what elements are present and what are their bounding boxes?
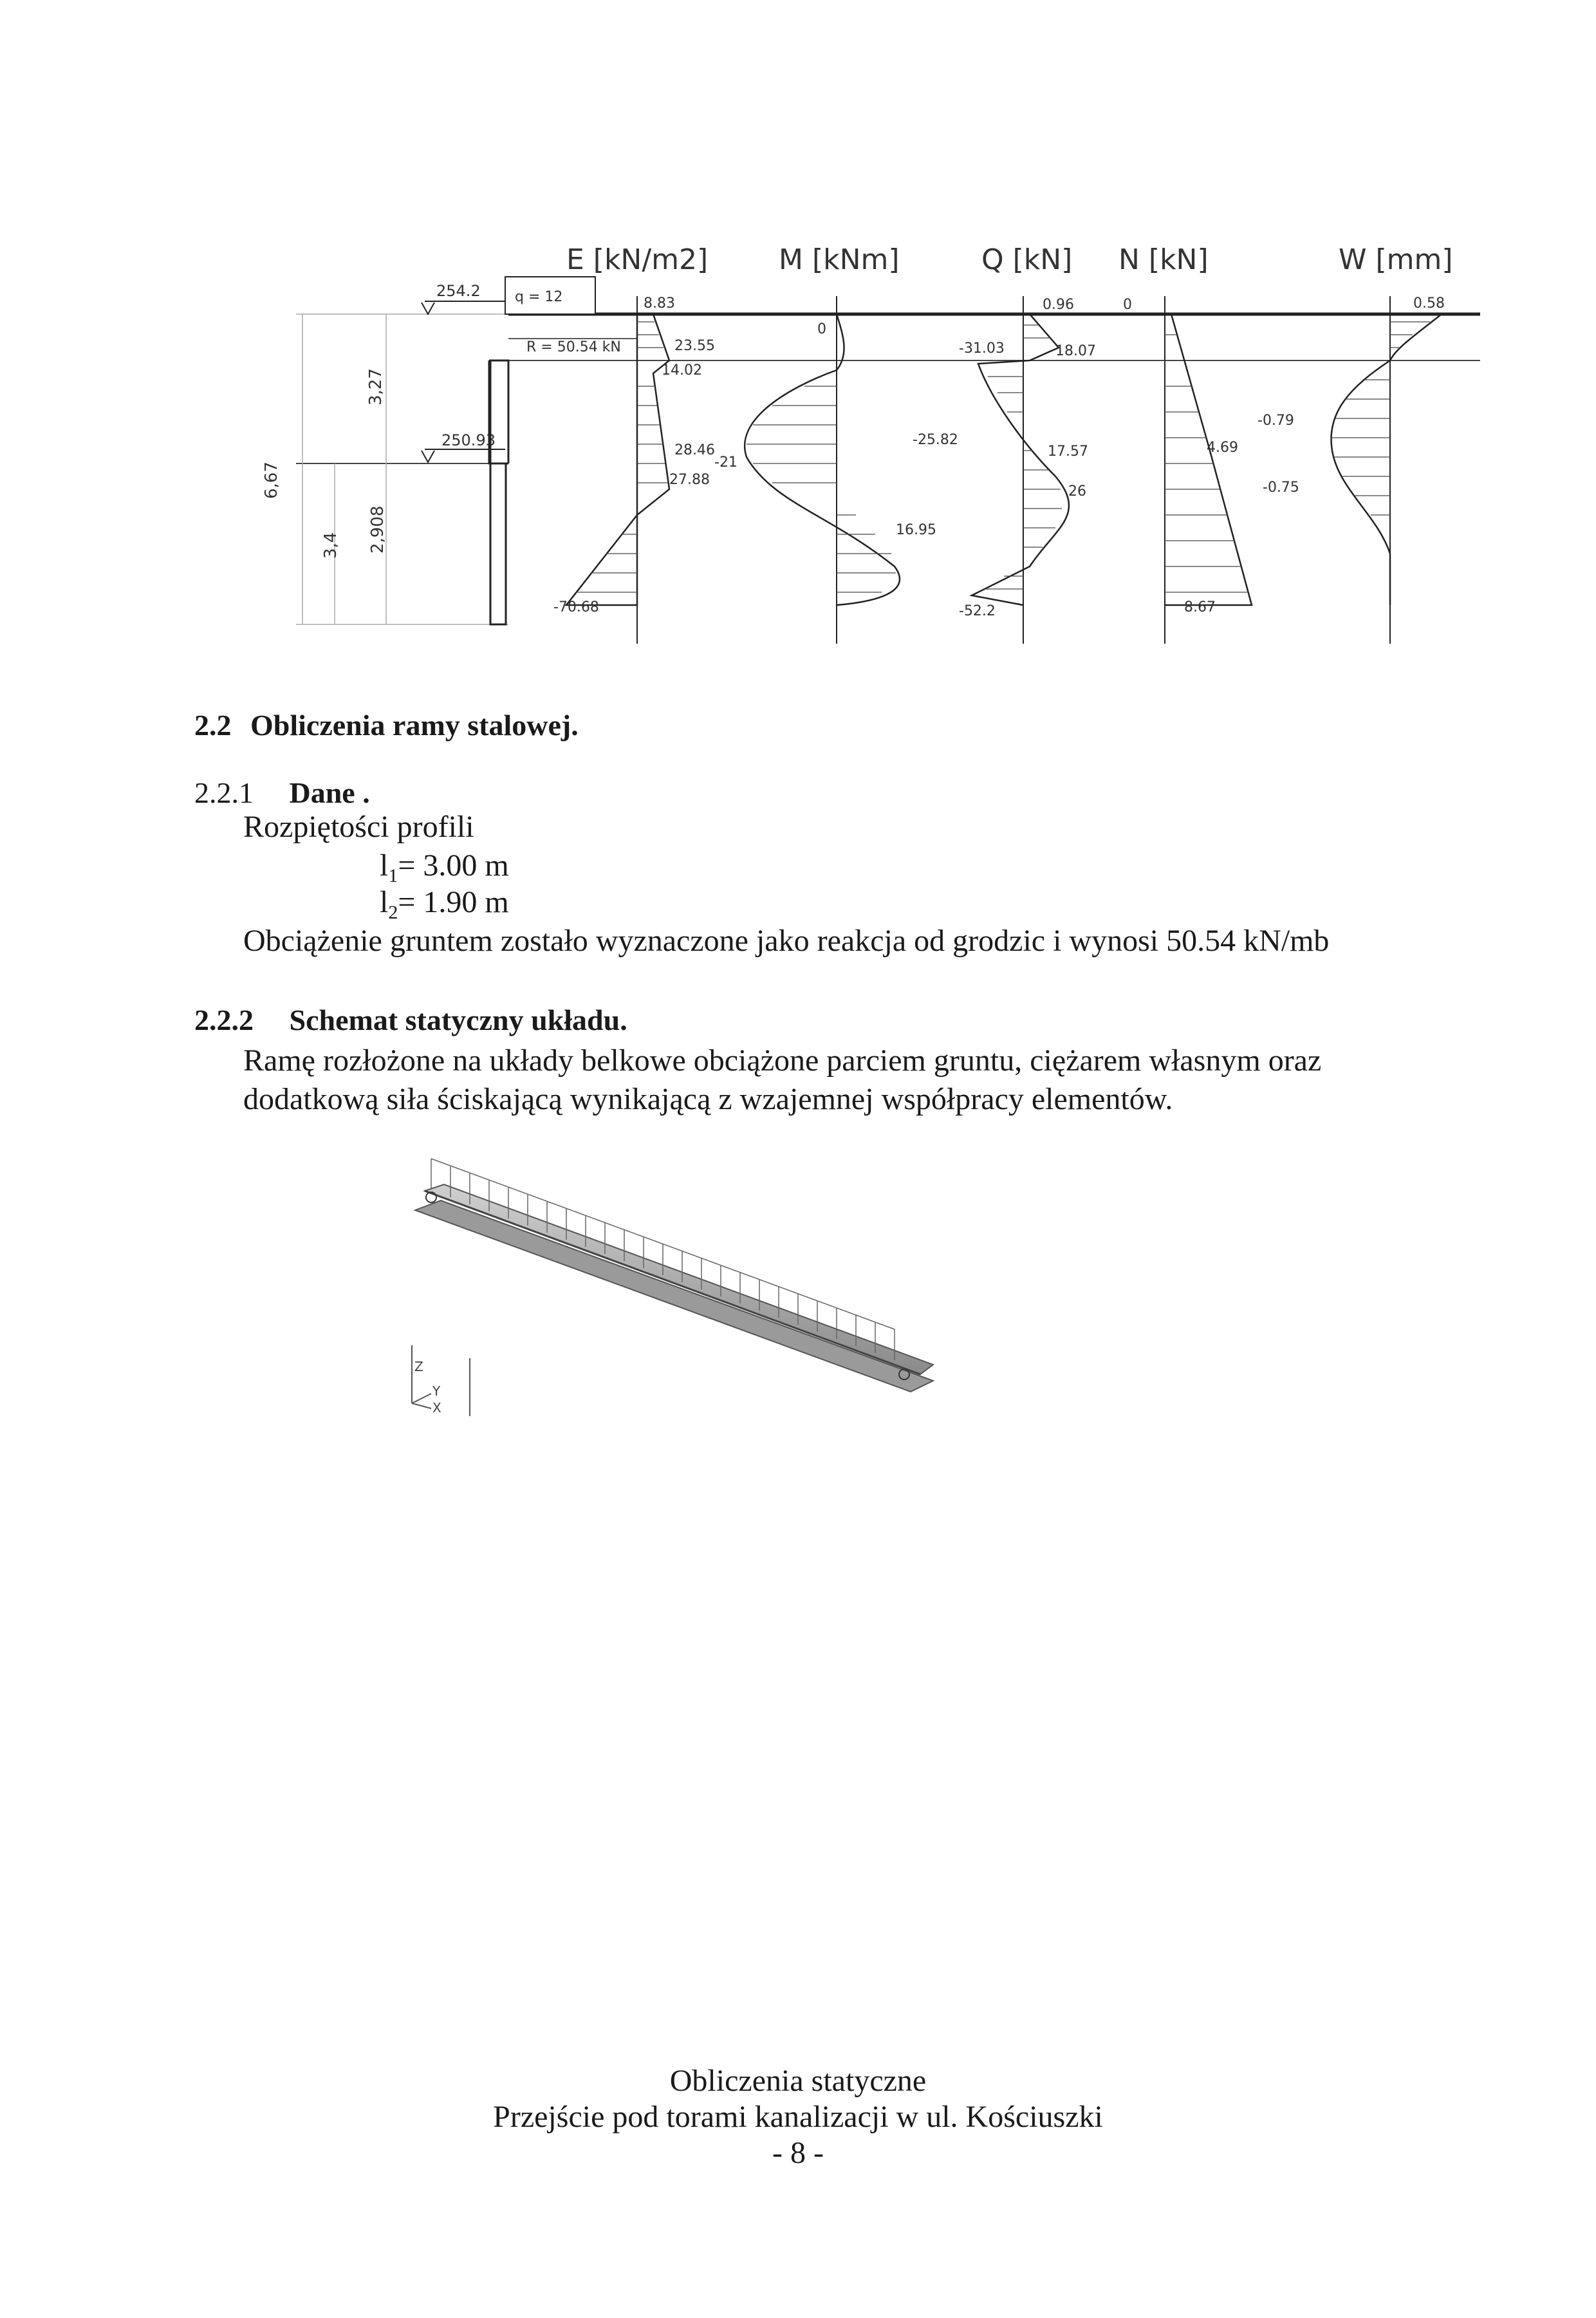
w-val-3: -0.75 bbox=[1263, 480, 1299, 496]
footer bbox=[0, 2063, 1596, 2171]
dim-3-27: 3,27 bbox=[366, 368, 385, 406]
q-val-3: 18.07 bbox=[1055, 343, 1096, 359]
header-m: M [kNm] bbox=[779, 243, 900, 276]
section-title: Dane . bbox=[289, 776, 370, 809]
e-hatch bbox=[576, 322, 668, 592]
q-val-5: 26 bbox=[1068, 483, 1086, 500]
dim-2-908: 2,908 bbox=[368, 505, 387, 554]
section-number: 2.2.1 bbox=[194, 776, 254, 809]
footer-project: Przejście pod torami kanalizacji w ul. Kościuszki bbox=[493, 2100, 1103, 2134]
m-val-3: 16.95 bbox=[896, 522, 936, 538]
q-val-4: 17.57 bbox=[1048, 444, 1088, 460]
level-mid: 250.93 bbox=[441, 431, 496, 449]
w-val-2: -0.79 bbox=[1257, 413, 1294, 429]
span-1-value: = 3.00 m bbox=[398, 848, 509, 883]
n-diagram bbox=[1165, 314, 1252, 605]
schema-line-2: dodatkową siła ściskającą wynikającą z wzajemnej współpracy elementów. bbox=[243, 1082, 1173, 1116]
beam-edge bbox=[425, 1191, 920, 1374]
header-n: N [kN] bbox=[1118, 243, 1209, 276]
load-q: q = 12 bbox=[515, 289, 563, 305]
e-val-5: -21 bbox=[714, 454, 738, 471]
n-val-2: 4.69 bbox=[1207, 440, 1238, 456]
spans-heading: Rozpiętości profili bbox=[243, 810, 474, 844]
e-val-6: 27.88 bbox=[669, 472, 710, 488]
load-r: R = 50.54 kN bbox=[526, 339, 621, 355]
level-top: 254.2 bbox=[436, 282, 481, 300]
axis-z-label: Z bbox=[414, 1359, 423, 1374]
e-val-4: 28.46 bbox=[674, 442, 715, 458]
schema-line-1: Ramę rozłożone na układy belkowe obciążone parciem gruntu, ciężarem własnym oraz bbox=[243, 1043, 1322, 1078]
n-val-1: 0 bbox=[1123, 297, 1132, 313]
m-val-1: 0 bbox=[817, 321, 826, 337]
e-val-7: -70.68 bbox=[553, 599, 599, 615]
beam-model-illustration bbox=[360, 1152, 940, 1423]
e-val-3: 14.02 bbox=[662, 362, 702, 379]
header-e: E [kN/m2] bbox=[566, 243, 709, 276]
section-title: Obliczenia ramy stalowej. bbox=[250, 709, 579, 742]
load-text: Obciążenie gruntem zostało wyznaczone jako reakcja od grodzic i wynosi 50.54 kN/mb bbox=[243, 924, 1330, 958]
section-number: 2.2.2 bbox=[194, 1004, 254, 1036]
n-val-3: 8.67 bbox=[1184, 599, 1216, 615]
level-marker-top bbox=[422, 303, 434, 314]
dim-3-4: 3,4 bbox=[321, 532, 340, 559]
page-number: - 8 - bbox=[772, 2136, 824, 2170]
m-val-2: -25.82 bbox=[913, 432, 958, 448]
axis-x-label: X bbox=[432, 1400, 441, 1416]
section-2-2-1-heading bbox=[194, 776, 370, 810]
section-number: 2.2 bbox=[194, 709, 232, 742]
axis-y-label: Y bbox=[432, 1383, 441, 1399]
span-2-value: = 1.90 m bbox=[398, 885, 509, 919]
n-hatch bbox=[1165, 335, 1248, 592]
beam-web bbox=[425, 1184, 933, 1374]
structural-diagram bbox=[0, 0, 1596, 682]
section-2-2-2-heading bbox=[194, 1003, 627, 1037]
section-2-2-heading bbox=[194, 708, 579, 742]
m-diagram bbox=[745, 314, 900, 605]
span-2-symbol: l bbox=[380, 885, 389, 919]
wall-outline bbox=[489, 360, 508, 624]
q-diagram bbox=[972, 314, 1069, 605]
q-val-2: -31.03 bbox=[959, 341, 1005, 357]
span-1-subscript: 1 bbox=[388, 865, 398, 886]
w-diagram bbox=[1331, 314, 1442, 605]
header-q: Q [kN] bbox=[981, 243, 1073, 276]
beam-bottom-flange bbox=[415, 1201, 933, 1392]
q-val-1: 0.96 bbox=[1043, 297, 1074, 313]
e-diagram bbox=[566, 314, 669, 605]
e-val-1: 8.83 bbox=[644, 295, 675, 312]
w-val-1: 0.58 bbox=[1413, 295, 1445, 312]
level-marker-mid bbox=[422, 451, 434, 462]
q-val-6: -52.2 bbox=[959, 603, 996, 619]
header-w: W [mm] bbox=[1339, 243, 1453, 276]
m-hatch bbox=[747, 386, 896, 592]
dim-6-67: 6,67 bbox=[262, 462, 281, 499]
footer-title: Obliczenia statyczne bbox=[669, 2064, 927, 2098]
e-val-2: 23.55 bbox=[674, 338, 715, 354]
span-1-symbol: l bbox=[380, 848, 389, 883]
span-2-subscript: 2 bbox=[388, 902, 398, 923]
section-title: Schemat statyczny układu. bbox=[289, 1004, 627, 1036]
